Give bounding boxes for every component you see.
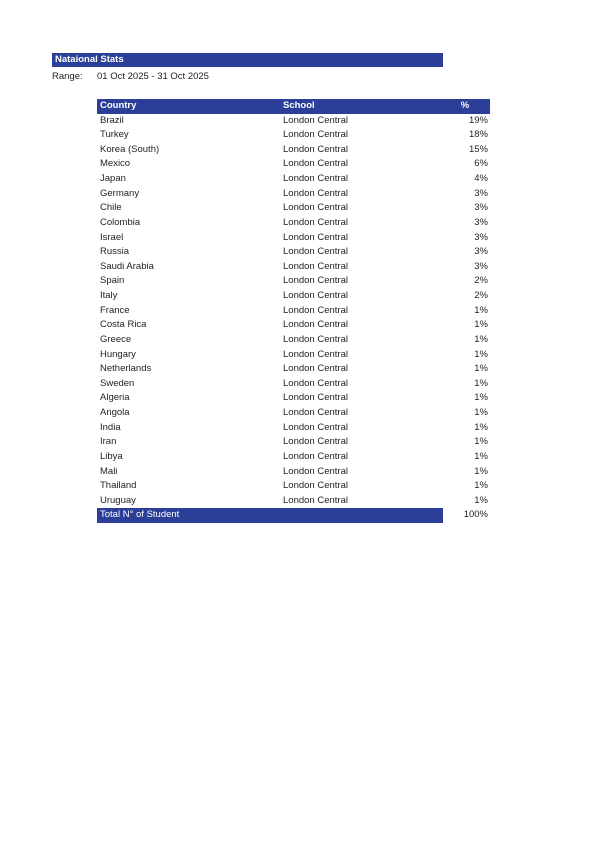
table-row	[97, 114, 490, 129]
total-label: Total N° of Student	[97, 508, 443, 523]
school-cell: London Central	[283, 363, 348, 375]
percent-cell: 19%	[468, 114, 488, 126]
table-header-row	[97, 99, 490, 114]
percent-cell: 2%	[474, 275, 488, 287]
total-percent: 100%	[463, 509, 488, 521]
school-cell: London Central	[283, 260, 348, 272]
table-row	[97, 172, 490, 187]
table-row	[97, 245, 490, 260]
percent-cell: 15%	[468, 143, 488, 155]
percent-cell: 2%	[474, 290, 488, 301]
percent-cell: 1%	[474, 333, 488, 345]
table-row	[97, 231, 490, 246]
table-row	[97, 128, 490, 143]
percent-cell: 1%	[474, 304, 488, 316]
country-cell: Russia	[100, 246, 130, 258]
column-header-country: Country	[100, 100, 137, 111]
table-row	[97, 421, 490, 436]
table-row	[97, 494, 490, 509]
school-cell: London Central	[283, 202, 348, 214]
table-row	[97, 187, 490, 202]
column-header-school: School	[283, 100, 315, 111]
table-row	[97, 304, 490, 319]
country-cell: Korea (South)	[100, 143, 160, 155]
country-cell: Iran	[100, 436, 117, 448]
percent-cell: 3%	[474, 231, 488, 243]
range-value: 01 Oct 2025 - 31 Oct 2025	[97, 71, 209, 82]
percent-cell: 1%	[474, 494, 488, 506]
table-body	[97, 114, 490, 509]
country-cell: Colombia	[100, 216, 141, 228]
country-cell: India	[100, 421, 121, 433]
country-cell: Uruguay	[100, 494, 136, 506]
percent-cell: 1%	[474, 319, 488, 331]
table-row	[97, 274, 490, 289]
country-cell: Costa Rica	[100, 319, 147, 331]
country-cell: Netherlands	[100, 363, 152, 375]
country-cell: Spain	[100, 275, 125, 287]
percent-cell: 1%	[474, 465, 488, 477]
table-row	[97, 391, 490, 406]
school-cell: London Central	[283, 480, 348, 492]
percent-cell: 1%	[474, 348, 488, 360]
school-cell: London Central	[283, 494, 348, 506]
country-cell: Brazil	[100, 114, 124, 126]
percent-cell: 1%	[474, 421, 488, 433]
title-bar	[52, 53, 443, 67]
country-cell: Italy	[100, 290, 118, 301]
table-row	[97, 289, 490, 304]
percent-cell: 3%	[474, 260, 488, 272]
country-cell: Greece	[100, 333, 132, 345]
percent-cell: 1%	[474, 450, 488, 462]
country-cell: Libya	[100, 450, 123, 462]
percent-cell: 1%	[474, 407, 488, 418]
country-cell: Algeria	[100, 392, 130, 404]
school-cell: London Central	[283, 333, 348, 345]
percent-cell: 18%	[468, 129, 488, 141]
percent-cell: 6%	[474, 158, 488, 170]
school-cell: London Central	[283, 246, 348, 258]
percent-cell: 1%	[474, 377, 488, 389]
country-cell: Saudi Arabia	[100, 260, 154, 272]
percent-cell: 1%	[474, 392, 488, 404]
school-cell: London Central	[283, 143, 348, 155]
table-row	[97, 348, 490, 363]
country-cell: France	[100, 304, 130, 316]
table-total-row	[97, 508, 490, 523]
country-cell: Angola	[100, 407, 130, 418]
country-cell: Thailand	[100, 480, 137, 492]
table-row	[97, 362, 490, 377]
percent-cell: 1%	[474, 363, 488, 375]
school-cell: London Central	[283, 173, 348, 184]
column-header-percent: %	[460, 100, 470, 111]
table-row	[97, 260, 490, 275]
school-cell: London Central	[283, 377, 348, 389]
school-cell: London Central	[283, 421, 348, 433]
school-cell: London Central	[283, 290, 348, 301]
table-row	[97, 435, 490, 450]
country-cell: Mexico	[100, 158, 131, 170]
school-cell: London Central	[283, 319, 348, 331]
school-cell: London Central	[283, 392, 348, 404]
country-cell: Israel	[100, 231, 124, 243]
school-cell: London Central	[283, 158, 348, 170]
school-cell: London Central	[283, 129, 348, 141]
stats-table	[97, 99, 490, 523]
school-cell: London Central	[283, 436, 348, 448]
table-row	[97, 143, 490, 158]
school-cell: London Central	[283, 275, 348, 287]
percent-cell: 3%	[474, 216, 488, 228]
country-cell: Sweden	[100, 377, 135, 389]
table-row	[97, 216, 490, 231]
school-cell: London Central	[283, 231, 348, 243]
country-cell: Chile	[100, 202, 122, 214]
table-row	[97, 333, 490, 348]
country-cell: Japan	[100, 173, 126, 184]
percent-cell: 3%	[474, 202, 488, 214]
table-row	[97, 479, 490, 494]
percent-cell: 3%	[474, 246, 488, 258]
range-row	[52, 70, 452, 84]
school-cell: London Central	[283, 407, 348, 418]
percent-cell: 1%	[474, 436, 488, 448]
school-cell: London Central	[283, 304, 348, 316]
table-row	[97, 465, 490, 480]
school-cell: London Central	[283, 216, 348, 228]
table-row	[97, 157, 490, 172]
school-cell: London Central	[283, 465, 348, 477]
country-cell: Hungary	[100, 348, 136, 360]
country-cell: Mali	[100, 465, 118, 477]
table-row	[97, 377, 490, 392]
country-cell: Germany	[100, 187, 140, 199]
table-row	[97, 450, 490, 465]
school-cell: London Central	[283, 450, 348, 462]
country-cell: Turkey	[100, 129, 129, 141]
percent-cell: 4%	[474, 173, 488, 184]
table-row	[97, 318, 490, 333]
table-row	[97, 406, 490, 421]
school-cell: London Central	[283, 348, 348, 360]
school-cell: London Central	[283, 187, 348, 199]
table-row	[97, 201, 490, 216]
range-label: Range:	[52, 71, 83, 82]
percent-cell: 1%	[474, 480, 488, 492]
percent-cell: 3%	[474, 187, 488, 199]
school-cell: London Central	[283, 114, 348, 126]
page-title: Nataional Stats	[55, 54, 124, 65]
